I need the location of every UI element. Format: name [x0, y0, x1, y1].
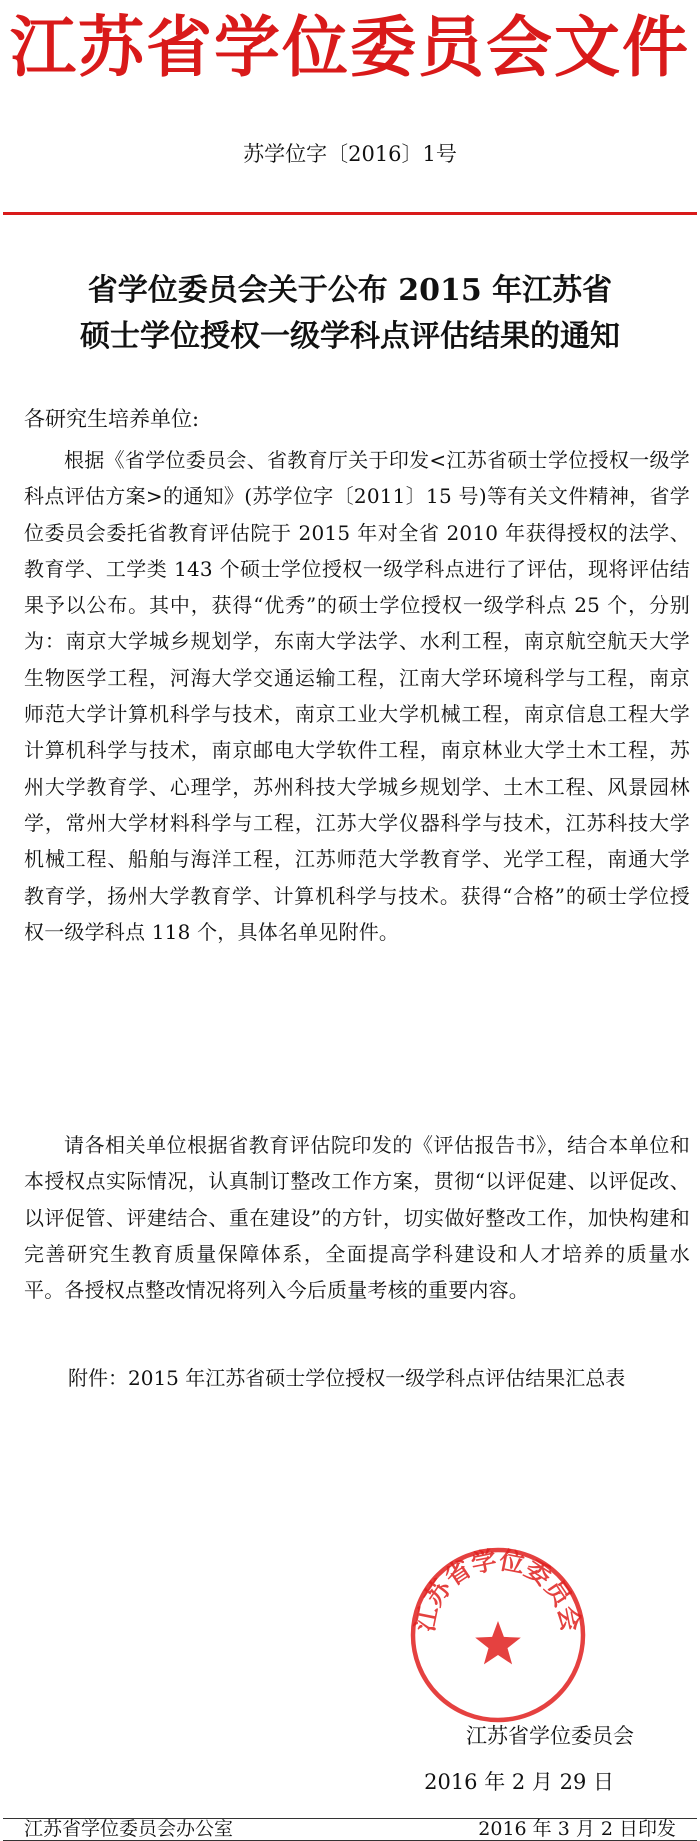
footer-print-date: 2016 年 3 月 2 日印发	[478, 1818, 676, 1840]
red-divider	[3, 212, 697, 215]
notice-title	[0, 268, 700, 360]
footer-office: 江苏省学位委员会办公室	[24, 1818, 234, 1840]
footer	[24, 1819, 676, 1840]
title-line-1: 省学位委员会关于公布 2015 年江苏省	[87, 273, 613, 308]
document-banner: 江苏省学位委员会文件	[10, 8, 690, 86]
signature-date: 2016 年 2 月 29 日	[424, 1770, 614, 1794]
signature-organization: 江苏省学位委员会	[466, 1724, 634, 1748]
body-paragraph-1: 根据《省学位委员会、省教育厅关于印发<江苏省硕士学位授权一级学科点评估方案>的通知》(苏学位字〔2011〕15 号)等有关文件精神，省学位委员会委托省教育评估院于 2015 年对全省 2010 年获得授权的法学、教育学、工学类 143 个硕士学位授权一级学科点进行了评估，现将评估结果予以公布。其中，获得“优秀”的硕士学位授权一级学科点 25 个，分别为：南京大学城乡规划学，东南大学法学、水利工程，南京航空航天大学生物医学工程，河海大学交通运输工程，江南大学环境科学与工程，南京师范大学计算机科学与技术，南京工业大学机械工程，南京信息工程大学计算机科学与技术，南京邮电大学软件工程，南京林业大学土木工程，苏州大学教育学、心理学，苏州科技大学城乡规划学、土木工程、风景园林学，常州大学材料科学与工程，江苏大学仪器科学与技术，江苏科技大学机械工程、船舶与海洋工程，江苏师范大学教育学、光学工程，南通大学教育学，扬州大学教育学、计算机科学与技术。获得“合格”的硕士学位授权一级学科点 118 个，具体名单见附件。	[24, 448, 690, 944]
seal-star-icon	[475, 1621, 521, 1664]
attachment-note: 附件：2015 年江苏省硕士学位授权一级学科点评估结果汇总表	[68, 1366, 626, 1390]
salutation: 各研究生培养单位:	[24, 407, 200, 431]
body-paragraph-2: 请各相关单位根据省教育评估院印发的《评估报告书》，结合本单位和本授权点实际情况，认真制订整改工作方案，贯彻“以评促建、以评促改、以评促管、评建结合、重在建设”的方针，切实做好整改工作，加快构建和完善研究生教育质量保障体系，全面提高学科建设和人才培养的质量水平。各授权点整改情况将列入今后质量考核的重要内容。	[24, 1133, 690, 1303]
official-seal	[408, 1545, 588, 1725]
title-line-2: 硕士学位授权一级学科点评估结果的通知	[80, 319, 620, 354]
seal-text: 江苏省学位委员会	[410, 1545, 586, 1634]
svg-text:江苏省学位委员会	[410, 1545, 586, 1634]
document-number: 苏学位字〔2016〕1号	[243, 142, 457, 166]
